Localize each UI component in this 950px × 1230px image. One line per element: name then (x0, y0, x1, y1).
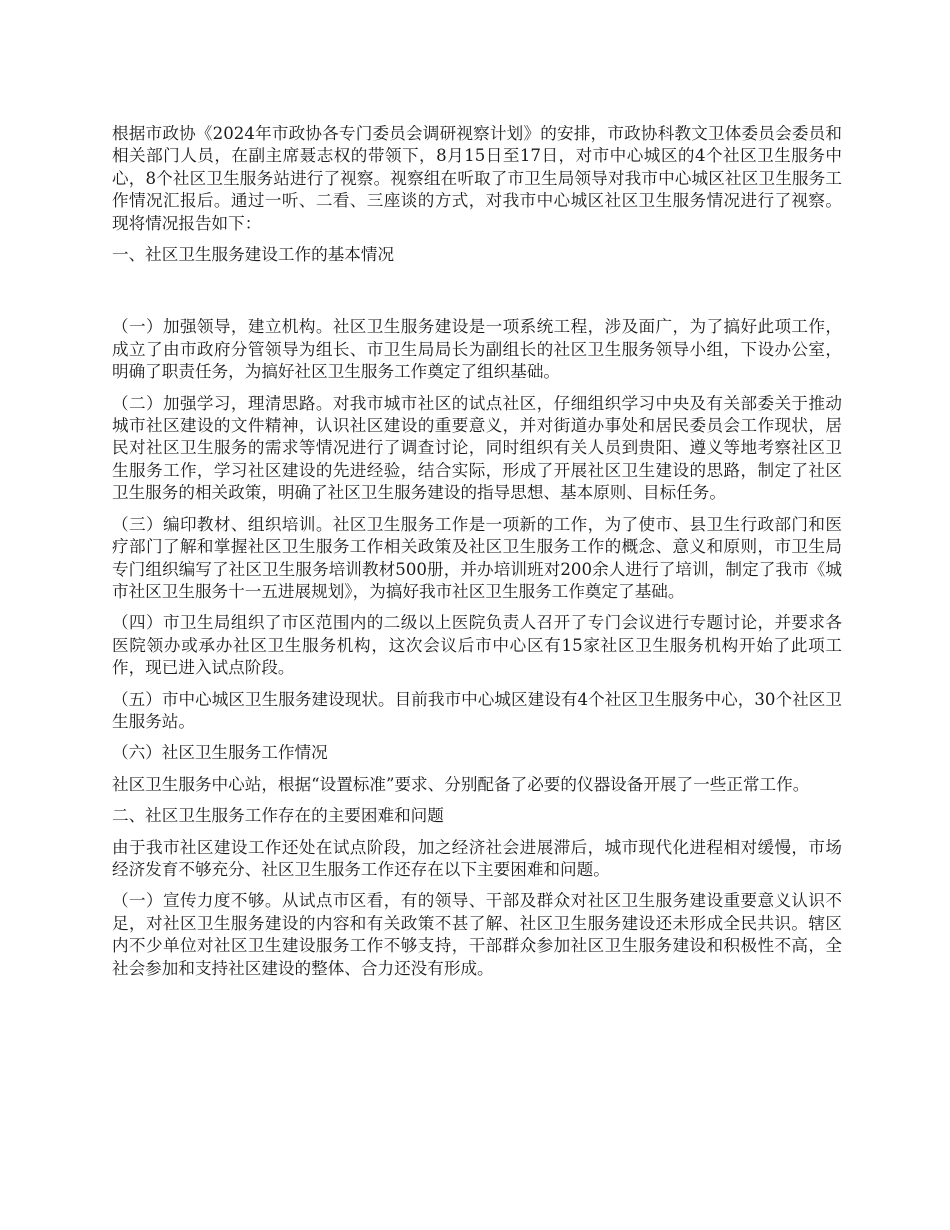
paragraph-1-3: （三）编印教材、组织培训。社区卫生服务工作是一项新的工作，为了使市、县卫生行政部门和医疗部门了解和掌握社区卫生服务工作相关政策及社区卫生服务工作的概念、意义和原则，市卫生局专门组织编写了社区卫生服务培训教材500册，并办培训班对200余人进行了培训，制定了我市《城市社区卫生服务十一五进展规划》，为搞好我市社区卫生服务工作奠定了基础。 (112, 514, 842, 601)
document-page (112, 123, 842, 989)
paragraph-1-5: （五）市中心城区卫生服务建设现状。目前我市中心城区建设有4个社区卫生服务中心，30个社区卫生服务站。 (112, 689, 842, 731)
paragraph-1-6-heading: （六）社区卫生服务工作情况 (112, 743, 328, 763)
section-heading-2: 二、社区卫生服务工作存在的主要困难和问题 (112, 806, 444, 826)
paragraph-1-4: （四）市卫生局组织了市区范围内的二级以上医院负责人召开了专门会议进行专题讨论，并要求各医院领办或承办社区卫生服务机构，这次会议后市中心区有15家社区卫生服务机构开始了此项工作，现已进入试点阶段。 (112, 613, 842, 678)
paragraph-1-6-body: 社区卫生服务中心站，根据“设置标准”要求、分别配备了必要的仪器设备开展了一些正常工作。 (112, 774, 810, 794)
paragraph-2-intro: 由于我市社区建设工作还处在试点阶段，加之经济社会进展滞后，城市现代化进程相对缓慢，市场经济发育不够充分、社区卫生服务工作还存在以下主要困难和问题。 (112, 837, 842, 879)
intro-paragraph: 根据市政协《2024年市政协各专门委员会调研视察计划》的安排，市政协科教文卫体委员会委员和相关部门人员，在副主席聂志权的带领下，8月15日至17日，对市中心城区的4个社区卫生服务中心，8个社区卫生服务站进行了视察。视察组在听取了市卫生局领导对我市中心城区社区卫生服务工作情况汇报后。通过一听、二看、三座谈的方式，对我市中心城区社区卫生服务情况进行了视察。现将情况报告如下： (112, 124, 842, 233)
paragraph-2-1: （一）宣传力度不够。从试点市区看，有的领导、干部及群众对社区卫生服务建设重要意义认识不足，对社区卫生服务建设的内容和有关政策不甚了解、社区卫生服务建设还未形成全民共识。辖区内不少单位对社区卫生建设服务工作不够支持，干部群众参加社区卫生服务建设和积极性不高，全社会参加和支持社区建设的整体、合力还没有形成。 (112, 891, 842, 978)
section-heading-1: 一、社区卫生服务建设工作的基本情况 (112, 245, 395, 265)
paragraph-1-1: （一）加强领导，建立机构。社区卫生服务建设是一项系统工程，涉及面广，为了搞好此项工作，成立了由市政府分管领导为组长、市卫生局局长为副组长的社区卫生服务领导小组，下设办公室，明确了职责任务，为搞好社区卫生服务工作奠定了组织基础。 (112, 317, 842, 382)
paragraph-1-2: （二）加强学习，理清思路。对我市城市社区的试点社区，仔细组织学习中央及有关部委关于推动城市社区建设的文件精神，认识社区建设的重要意义，并对街道办事处和居民委员会工作现状，居民对社区卫生服务的需求等情况进行了调查讨论，同时组织有关人员到贵阳、遵义等地考察社区卫生服务工作，学习社区建设的先进经验，结合实际，形成了开展社区卫生建设的思路，制定了社区卫生服务的相关政策，明确了社区卫生服务建设的指导思想、基本原则、目标任务。 (112, 393, 842, 503)
